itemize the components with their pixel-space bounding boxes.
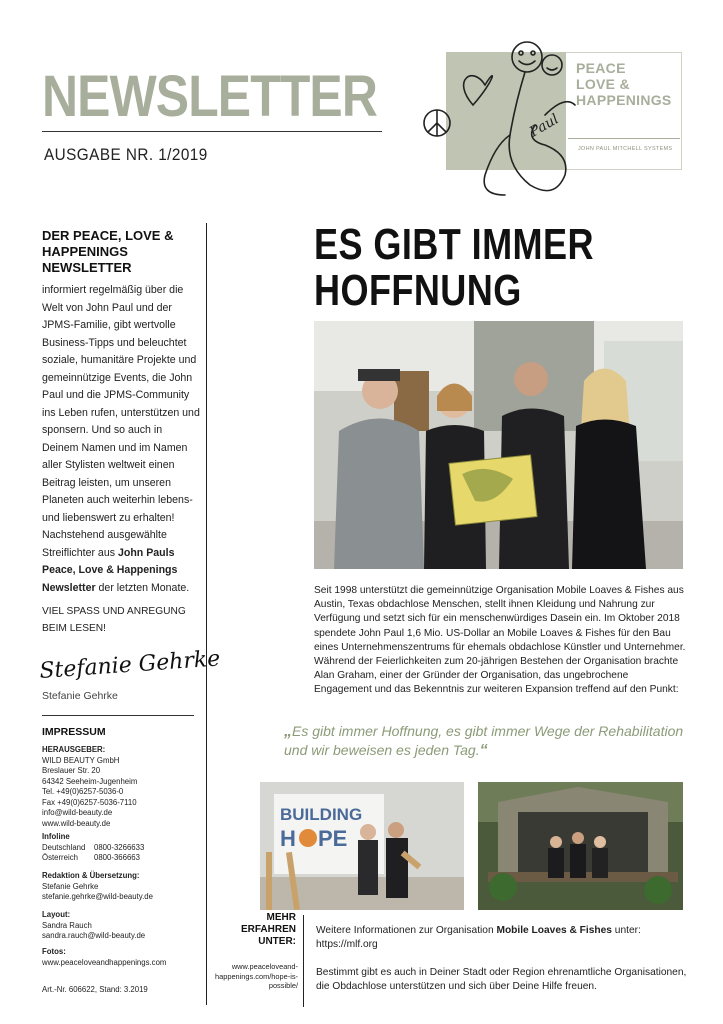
sidebar-greeting: VIEL SPASS UND ANREGUNG BEIM LESEN! bbox=[42, 606, 186, 634]
publisher-line: WILD BEAUTY GmbH bbox=[42, 755, 120, 765]
publisher-email[interactable]: info@wild-beauty.de bbox=[42, 808, 113, 817]
logo-line-peace: PEACE bbox=[576, 60, 626, 76]
editorial-line: Stefanie Gehrke bbox=[42, 881, 99, 891]
sign-building-text: BUILDING bbox=[280, 805, 363, 824]
group-photo bbox=[314, 321, 683, 569]
article-paragraph: Während der Feierlichkeiten zum 20-jährigen Bestehen der Organisation brachte Alan Graham, einer der Gründer der Organisation, das ungebrochene Engagement und das Bekenntnis zur weiteren Expansion treffend auf den Punkt: bbox=[314, 656, 679, 696]
publisher-label: HERAUSGEBER: bbox=[42, 745, 106, 754]
group-photo-image bbox=[314, 321, 683, 569]
publisher-block bbox=[42, 745, 202, 829]
infoline-country: Österreich bbox=[42, 853, 78, 862]
tent-image bbox=[478, 782, 683, 910]
building-hope-photo bbox=[260, 782, 464, 910]
publisher-line: Fax +49(0)6257-5036-7110 bbox=[42, 797, 137, 807]
peace-heart-smiley-doodle-icon bbox=[415, 35, 595, 205]
sidebar-divider bbox=[206, 223, 207, 1005]
editorial-block bbox=[42, 871, 202, 903]
layout-label: Layout: bbox=[42, 910, 71, 919]
logo-line-happenings: HAPPENINGS bbox=[576, 92, 672, 108]
logo-signature: Paul bbox=[527, 111, 562, 141]
logo-line-love: LOVE & bbox=[576, 76, 630, 92]
pull-quote bbox=[284, 722, 704, 760]
info-link[interactable]: unter: https://mlf.org bbox=[316, 925, 641, 950]
article-paragraph: Seit 1998 unterstützt die gemeinnützige Organisation Mobile Loaves & Fishes aus Austin, Texas obdachlose Menschen, stellt ihnen Kleidung und Nahrung zur Verfügung und setzt sich für ein menschenwürdiges Dasein ein. Im Oktober 2018 spendete John Paul 1,6 Mio. US-Dollar an Mobile Loaves & Fishes für den Bau eines Unternehmenszentrums für ehemals obdachlose Künstler und Unternehmer. bbox=[314, 585, 686, 653]
quote-text: Es gibt immer Hoffnung, es gibt immer Wege der Rehabilitation und wir beweisen es jeden Tag. bbox=[284, 723, 684, 758]
newsletter-title: NEWSLETTER bbox=[42, 64, 378, 129]
title-divider bbox=[42, 131, 382, 132]
sign-hope-pe: PE bbox=[318, 826, 348, 851]
sidebar-intro bbox=[42, 282, 200, 597]
closing-text: Bestimmt gibt es auch in Deiner Stadt oder Region ehrenamtliche Organisationen, die Obdachlose unterstützen und sich über Deine Hilfe freuen. bbox=[316, 967, 687, 992]
sign-hope-h: H bbox=[280, 826, 296, 851]
sidebar-intro-bold: John Pauls Peace, Love & Happenings Newsletter bbox=[42, 546, 178, 594]
article-body bbox=[314, 584, 686, 698]
signature bbox=[30, 646, 222, 696]
infoline-label: Infoline bbox=[42, 832, 70, 841]
info-prefix: Weitere Informationen zur Organisation bbox=[316, 925, 497, 936]
more-info-url[interactable]: www.peaceloveand-happenings.com/hope-is-possible/ bbox=[215, 962, 298, 990]
more-info-text bbox=[316, 924, 688, 952]
publisher-line: 64342 Seeheim-Jugenheim bbox=[42, 776, 138, 786]
logo-subtitle: JOHN PAUL MITCHELL SYSTEMS bbox=[578, 146, 673, 152]
article-number: Art.-Nr. 606622, Stand: 3.2019 bbox=[42, 985, 148, 994]
sidebar-intro-text: informiert regelmäßig über die Welt von John Paul und der JPMS-Familie, gibt wertvolle Business-Tipps und beleuchtet soziale, humanitäre Projekte und gemeinnützige Events, die John Paul und die JPMS-Community ins Leben rufen, unterstützen und sponsern. Und so auch in Deinem Namen und im Namen aller Stylisten weltweit einen Beitrag leisten, um unseren Planeten auch weiterhin lebens- und liebenswert zu erhalten! Nachstehend ausgewählte Streiflichter aus bbox=[42, 284, 200, 559]
infoline-number: 0800-366663 bbox=[94, 853, 140, 862]
sidebar-heading: DER PEACE, LOVE & HAPPENINGS NEWSLETTER bbox=[42, 228, 174, 275]
issue-number: AUSGABE NR. 1/2019 bbox=[44, 145, 208, 164]
infoline-block bbox=[42, 832, 202, 864]
photos-website[interactable]: www.peaceloveandhappenings.com bbox=[42, 957, 167, 967]
sidebar-intro-end: der letzten Monate. bbox=[95, 581, 190, 594]
publisher-line: Tel. +49(0)6257-5036-0 bbox=[42, 787, 124, 796]
infoline-country: Deutschland bbox=[42, 842, 86, 852]
article-title: ES GIBT IMMER HOFFNUNG bbox=[314, 220, 594, 315]
layout-block bbox=[42, 910, 202, 942]
more-info-divider bbox=[303, 915, 304, 1007]
infoline-row-at bbox=[42, 853, 202, 864]
photos-block bbox=[42, 947, 202, 968]
impressum-title: IMPRESSUM bbox=[42, 726, 106, 738]
editorial-email[interactable]: stefanie.gehrke@wild-beauty.de bbox=[42, 892, 153, 901]
publisher-website[interactable]: www.wild-beauty.de bbox=[42, 818, 111, 828]
impressum-divider bbox=[42, 715, 194, 716]
signer-name: Stefanie Gehrke bbox=[42, 690, 118, 702]
signature-scribble: Stefanie Gehrke bbox=[38, 646, 222, 684]
quote-close-mark: “ bbox=[479, 742, 488, 759]
tent-photo bbox=[478, 782, 683, 910]
building-hope-image bbox=[260, 782, 464, 910]
photos-label: Fotos: bbox=[42, 947, 66, 956]
quote-open-mark: „ bbox=[284, 723, 292, 740]
info-organization: Mobile Loaves & Fishes bbox=[496, 925, 612, 936]
editorial-label: Redaktion & Übersetzung: bbox=[42, 871, 140, 880]
publisher-line: Breslauer Str. 20 bbox=[42, 766, 101, 775]
infoline-row-de bbox=[42, 843, 202, 854]
layout-email[interactable]: sandra.rauch@wild-beauty.de bbox=[42, 931, 146, 940]
more-info-label: MEHR ERFAHREN UNTER: bbox=[240, 912, 296, 947]
layout-line: Sandra Rauch bbox=[42, 920, 92, 930]
infoline-number: 0800-3266633 bbox=[94, 842, 145, 852]
